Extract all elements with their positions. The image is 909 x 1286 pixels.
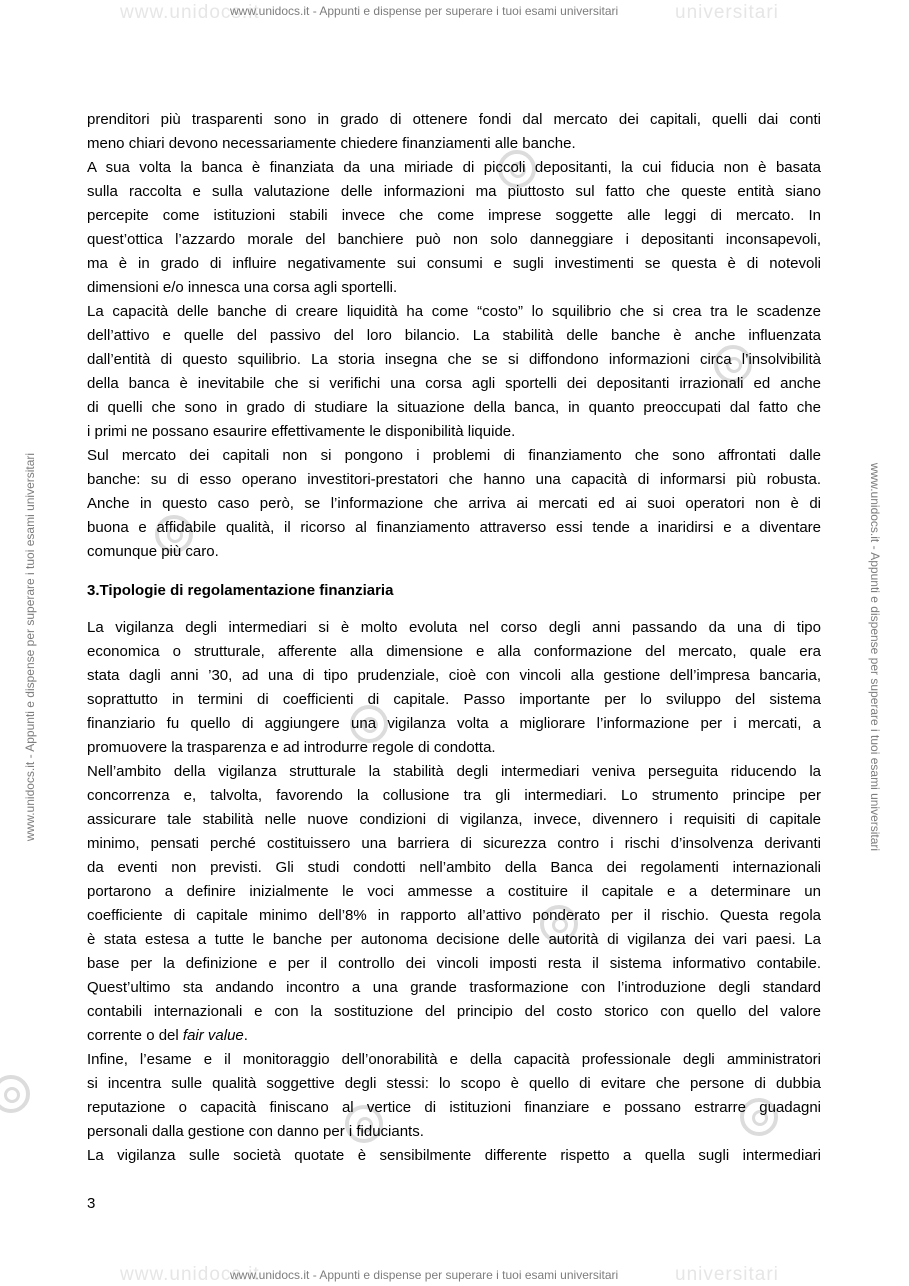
text-line: soprattutto in termini di coefficienti di capitale. Passo importante per lo sviluppo del sistema <box>87 691 821 708</box>
text-line: assicurare tale stabilità nelle nuove condizioni di vigilanza, invece, divennero i requisiti di capitale <box>87 811 821 828</box>
page-number: 3 <box>87 1195 96 1212</box>
section-heading: 3.Tipologie di regolamentazione finanziaria <box>87 582 394 599</box>
text-line: La vigilanza sulle società quotate è sensibilmente differente rispetto a quella sugli intermediari <box>87 1147 821 1164</box>
text-line: coefficiente di capitale minimo dell’8% in rapporto all’attivo ponderato per il rischio. Questa regola <box>87 907 821 924</box>
text-line: ma è in grado di influire negativamente sui consumi e sugli investimenti se questa è di notevoli <box>87 255 821 272</box>
text-line: Quest’ultimo sta andando incontro a una grande trasformazione con l’introduzione degli standard <box>87 979 821 996</box>
text-line: meno chiari devono necessariamente chiedere finanziamenti alle banche. <box>87 135 576 152</box>
text-line: dall’entità di questo squilibrio. La storia insegna che se si diffondono informazioni circa l’insolvibilità <box>87 351 821 368</box>
text-line: di quelli che sono in grado di studiare la situazione della banca, in quanto preoccupati dal fatto che <box>87 399 821 416</box>
watermark-right: www.unidocs.it - Appunti e dispense per superare i tuoi esami universitari <box>868 462 882 852</box>
text-line: minimo, pensati perché costituissero una barriera di sicurezza contro i rischi d’insolvenza derivanti <box>87 835 821 852</box>
text-fragment: corrente o del <box>87 1027 179 1044</box>
text-line <box>87 1026 821 1046</box>
text-line: banche: su di esso operano investitori-prestatori che hanno una capacità di informarsi più robusta. <box>87 471 821 488</box>
text-line: economica o strutturale, afferente alla dimensione e alla conformazione del mercato, quale era <box>87 643 821 660</box>
watermark-top: www.unidocs.it - Appunti e dispense per superare i tuoi esami universitari <box>230 4 619 18</box>
text-line: Anche in questo caso però, se l’informazione che arriva ai mercati ed ai suoi operatori non è di <box>87 495 821 512</box>
text-line: è stata estesa a tutte le banche per autonoma decisione delle autorità di vigilanza dei vari paesi. La <box>87 931 821 948</box>
text-line: personali dalla gestione con danno per i fiduciants. <box>87 1123 424 1140</box>
text-line: i primi ne possano esaurire effettivamente le disponibilità liquide. <box>87 423 516 440</box>
text-line: promuovere la trasparenza e ad introdurre regole di condotta. <box>87 739 496 756</box>
text-line: La capacità delle banche di creare liquidità ha come “costo” lo squilibrio che si crea tra le scadenze <box>87 303 821 320</box>
text-line: reputazione o capacità finiscano al vertice di istituzioni finanziare e possano estrarre guadagni <box>87 1099 821 1116</box>
text-line: percepite come istituzioni stabili invece che come imprese soggette alle leggi di mercato. In <box>87 207 821 224</box>
text-line: quest’ottica l’azzardo morale del banchiere può non solo danneggiare i depositanti inconsapevoli, <box>87 231 821 248</box>
watermark-left: www.unidocs.it - Appunti e dispense per superare i tuoi esami universitari <box>23 452 37 842</box>
text-line: portarono a definire inizialmente le voci ammesse a costituire il capitale e a determinare un <box>87 883 821 900</box>
watermark-ghost-right: universitari <box>675 2 779 23</box>
text-line: della banca è inevitabile che si verifichi una corsa agli sportelli dei depositanti irrazionali ed anche <box>87 375 821 392</box>
watermark-logo-icon <box>0 1075 30 1113</box>
watermark-bottom: www.unidocs.it - Appunti e dispense per superare i tuoi esami universitari <box>230 1268 619 1282</box>
text-line: concorrenza e, talvolta, favorendo la collusione tra gli intermediari. Lo strumento principe per <box>87 787 821 804</box>
text-fragment: . <box>243 1027 248 1044</box>
text-line: prenditori più trasparenti sono in grado di ottenere fondi dal mercato dei capitali, quelli dai conti <box>87 111 821 128</box>
text-line: si incentra sulle qualità soggettive degli stessi: lo scopo è quello di evitare che persone di dubbia <box>87 1075 821 1092</box>
text-line: base per la definizione e per il controllo dei vincoli imposti resta il sistema informativo contabile. <box>87 955 821 972</box>
text-line: sulla raccolta e sulla valutazione delle informazioni ma piuttosto sul fatto che queste entità siano <box>87 183 821 200</box>
text-line: A sua volta la banca è finanziata da una miriade di piccoli depositanti, la cui fiducia non è basata <box>87 159 821 176</box>
text-line: stata dagli anni ’30, ad una di tipo prudenziale, cioè con vincoli alla gestione dell’impresa bancaria, <box>87 667 821 684</box>
text-line: Sul mercato dei capitali non si pongono i problemi di finanziamento che sono affrontati dalle <box>87 447 821 464</box>
watermark-ghost-right-bottom: universitari <box>675 1264 779 1285</box>
text-line: Nell’ambito della vigilanza strutturale la stabilità degli intermediari veniva perseguita riducendo la <box>87 763 821 780</box>
text-line: dimensioni e/o innesca una corsa agli sportelli. <box>87 279 398 296</box>
text-line: dell’attivo e quelle del passivo del loro bilancio. La stabilità delle banche è anche influenzata <box>87 327 821 344</box>
text-line: da eventi non previsti. Gli studi condotti nell’ambito della Banca dei regolamenti internazionali <box>87 859 821 876</box>
text-line: buona e affidabile qualità, il ricorso al finanziamento attraverso essi tende a inaridirsi e a diventare <box>87 519 821 536</box>
watermark-ghost-left: www.unidocs.it <box>120 2 260 23</box>
text-line: contabili internazionali e con la sostituzione del principio del costo storico con quello del valore <box>87 1003 821 1020</box>
watermark-ghost-left-bottom: www.unidocs.it <box>120 1264 260 1285</box>
italic-term: fair value <box>182 1027 244 1044</box>
text-line: finanziario fu quello di aggiungere una vigilanza volta a migliorare l’informazione per i mercati, a <box>87 715 821 732</box>
text-line: La vigilanza degli intermediari si è molto evoluta nel corso degli anni passando da una di tipo <box>87 619 821 636</box>
text-line: comunque più caro. <box>87 543 219 560</box>
text-line: Infine, l’esame e il monitoraggio dell’onorabilità e della capacità professionale degli amministratori <box>87 1051 821 1068</box>
